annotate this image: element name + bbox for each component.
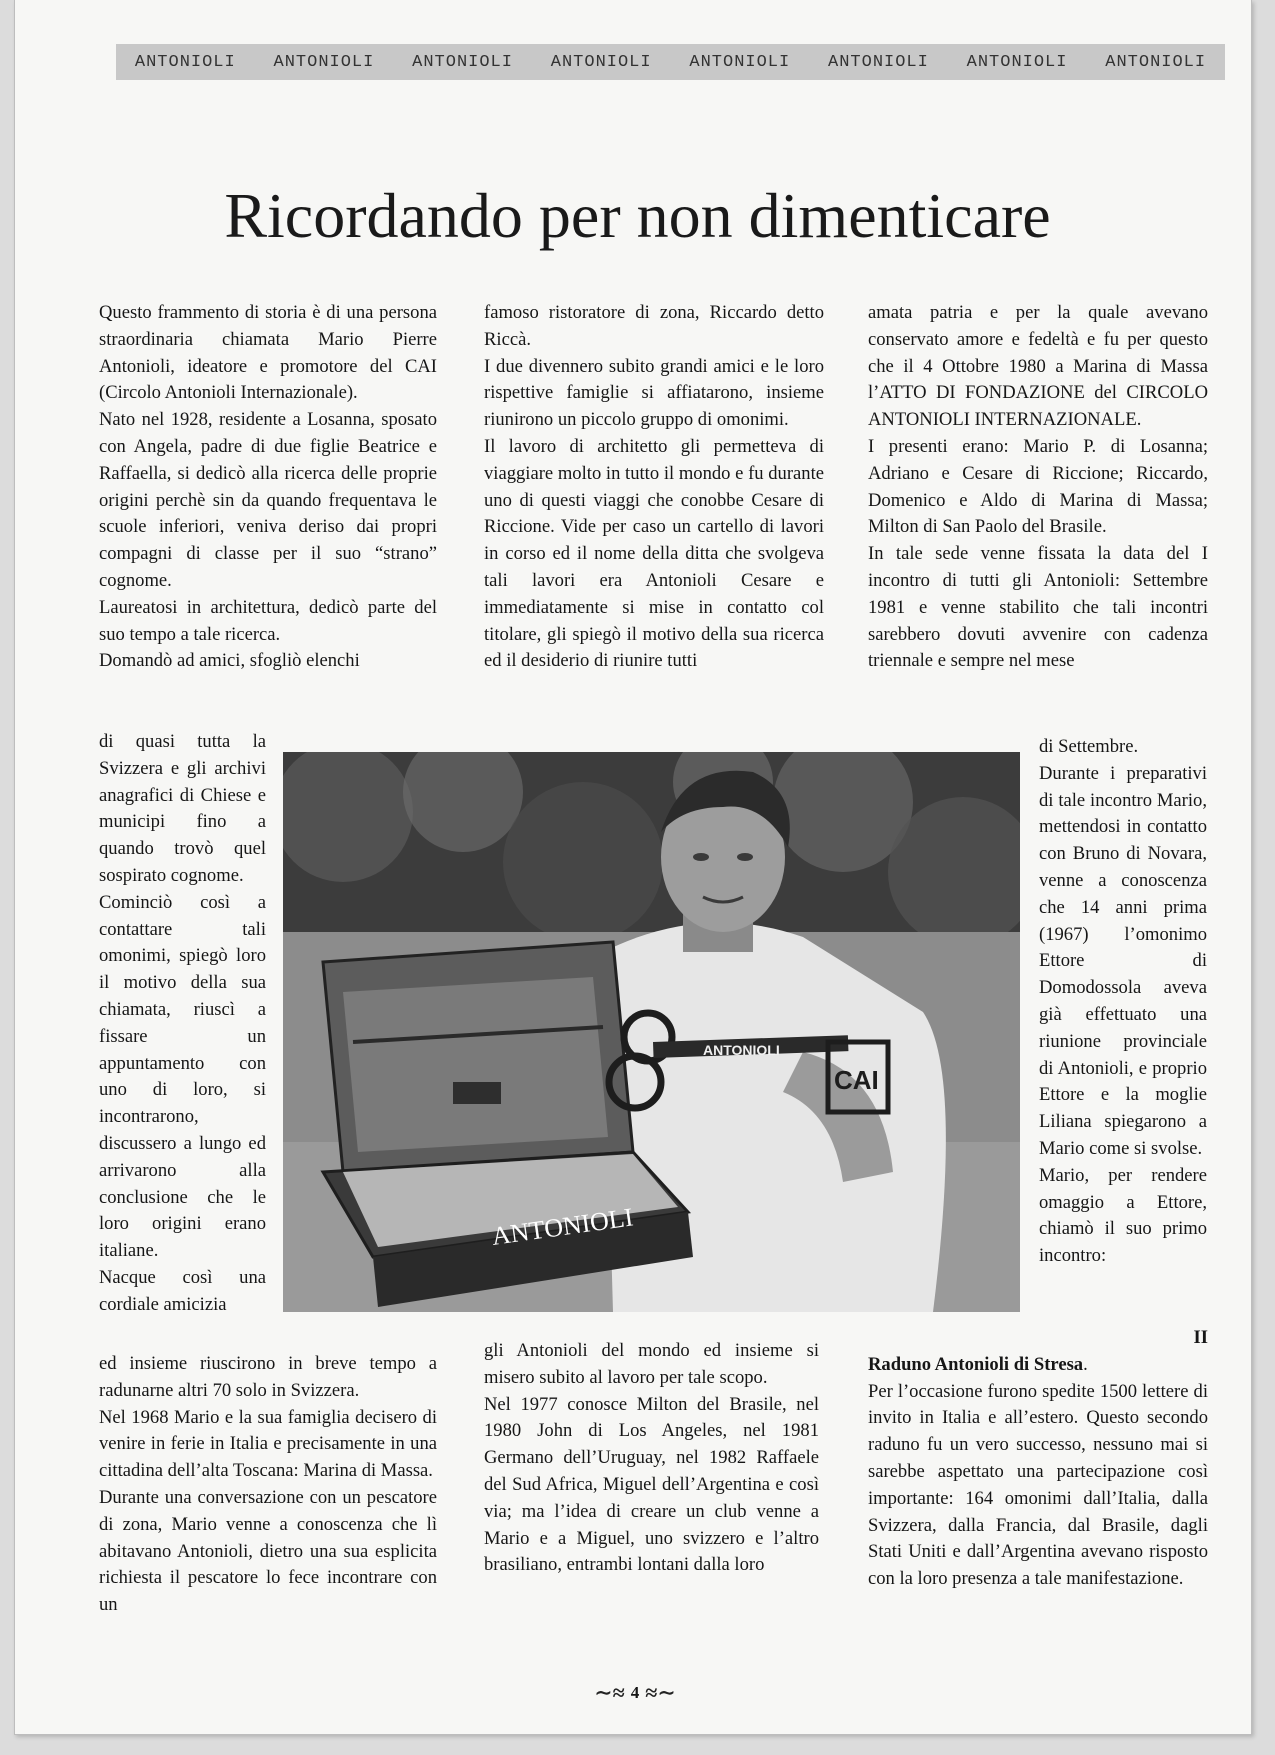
paragraph: I due divennero subito grandi amici e le loro rispettive famiglie si affiatarono, insieme riunirono un piccolo gruppo di omonimi. <box>484 355 824 431</box>
header-banner <box>116 44 1225 80</box>
paragraph: gli Antonioli del mondo ed insieme si misero subito al lavoro per tale scopo. <box>484 1340 819 1388</box>
paragraph: Durante i preparativi di tale incontro Mario, mettendosi in contatto con Bruno di Novara, venne a conoscenza che 14 anni prima (1967) l’omonimo Ettore di Domodossola aveva già effettuato una riunione provinciale di Antonioli, e proprio Ettore e la moglie Liliana spiegarono a Mario come si svolse. <box>1039 762 1207 1159</box>
column-3-narrow <box>1039 734 1207 1270</box>
paragraph: Domandò ad amici, sfogliò elenchi <box>99 650 360 672</box>
paragraph: Durante una conversazione con un pescatore di zona, Mario venne a conoscenza che lì abitavano Antonioli, dietro una sua esplicita richiesta il pescatore lo fece incontrare con un <box>99 1486 437 1616</box>
article-title: Ricordando per non dimenticare <box>224 180 1051 251</box>
punctuation: . <box>1083 1353 1088 1375</box>
bold-run: Raduno Antonioli di Stresa <box>868 1353 1084 1375</box>
banner-word: ANTONIOLI <box>689 52 791 72</box>
photo-illustration <box>283 752 1020 1312</box>
paragraph: Per l’occasione furono spedite 1500 lettere di invito in Italia e all’estero. Questo secondo raduno fu un vero successo, nessuno mai si sarebbe aspettato una partecipazione così importante: 164 omonimi dall’Italia, dalla Svizzera, dalla Francia, dal Brasile, dagli Stati Uniti e dall’Argentina avevano risposto con la loro presenza a tale manifestazione. <box>868 1380 1208 1590</box>
paragraph: di Settembre. <box>1039 736 1139 757</box>
paragraph: Nel 1968 Mario e la sua famiglia decisero di venire in ferie in Italia e precisamente in una cittadina dell’alta Toscana: Marina di Massa. <box>99 1406 437 1482</box>
banner-word: ANTONIOLI <box>966 52 1068 72</box>
swirl-ornament-icon: ∼≈ <box>594 1680 625 1705</box>
paragraph: famoso ristoratore di zona, Riccardo detto Riccà. <box>484 302 824 350</box>
column-1-bottom <box>99 1351 437 1619</box>
column-3-top <box>868 300 1208 675</box>
paragraph: ed insieme riuscirono in breve tempo a radunarne altri 70 solo in Svizzera. <box>99 1353 437 1401</box>
paragraph: Il lavoro di architetto gli permetteva di viaggiare molto in tutto il mondo e fu durante uno di questi viaggi che conobbe Cesare di Riccione. Vide per caso un cartello di lavori in corso ed il nome della ditta che svolgeva tali lavori era Antonioli Cesare e immediatamente si mise in contatto col titolare, gli spiegò il motivo della sua ricerca ed il desiderio di riunire tutti <box>484 435 824 672</box>
paragraph: In tale sede venne fissata la data del I incontro di tutti gli Antonioli: Settembre 1981 e venne stabilito che tali incontri sarebbero dovuti avvenire con cadenza triennale e sempre nel mese <box>868 543 1208 672</box>
paragraph: amata patria e per la quale avevano conservato amore e fedeltà e fu per questo che il 4 Ottobre 1980 a Marina di Massa l’ATTO DI FONDAZIONE del CIRCOLO ANTONIOLI INTERNAZIONALE. <box>868 302 1208 431</box>
banner-word: ANTONIOLI <box>412 52 513 72</box>
column-2-top <box>484 300 824 675</box>
banner-word: ANTONIOLI <box>134 52 236 72</box>
page-number: 4 <box>630 1683 640 1702</box>
bold-run: II <box>1193 1327 1208 1348</box>
banner-word: ANTONIOLI <box>550 52 652 72</box>
paragraph: Nato nel 1928, residente a Losanna, sposato con Angela, padre di due figlie Beatrice e Raffaella, si dedicò alla ricerca delle proprie origini perchè sin da quando frequentava le scuole inferiori, veniva deriso dai propri compagni di classe per il suo “strano” cognome. <box>99 409 437 591</box>
column-2-bottom <box>484 1338 819 1579</box>
paragraph: Cominciò così a contattare tali omonimi, spiegò loro il motivo della sua chiamata, riuscì a fissare un appuntamento con uno di loro, si incontrarono, discussero a lungo ed arrivarono alla conclusione che le loro origini erano italiane. <box>99 891 266 1262</box>
column-1-top <box>99 300 437 675</box>
column-3-bottom <box>868 1325 1208 1593</box>
column-1-narrow <box>99 729 266 1319</box>
paragraph: Mario, per rendere omaggio a Ettore, chiamò il suo primo incontro: <box>1039 1164 1207 1267</box>
article-photo <box>283 752 1020 1312</box>
key-lettering: ANTONIOLI <box>703 1042 780 1058</box>
banner-word: ANTONIOLI <box>828 52 929 72</box>
paragraph: Nacque così una cordiale amicizia <box>99 1266 266 1315</box>
key-monogram: CAI <box>834 1065 879 1095</box>
paragraph: Questo frammento di storia è di una persona straordinaria chiamata Mario Pierre Antonioli, ideatore e promotore del CAI (Circolo Antonioli Internazionale). <box>99 302 437 404</box>
page-footer <box>560 1678 710 1708</box>
paragraph <box>868 1325 1208 1352</box>
paragraph <box>868 1352 1208 1379</box>
paragraph: Nel 1977 conosce Milton del Brasile, nel 1980 John di Los Angeles, nel 1981 Germano dell’Uruguay, nel 1982 Raffaele del Sud Africa, Miguel dell’Argentina e così via; ma l’idea di creare un club venne a Mario e a Miguel, uno svizzero e l’altro brasiliano, entrambi lontani dalla loro <box>484 1393 819 1576</box>
banner-word: ANTONIOLI <box>1105 52 1207 72</box>
paragraph: Laureatosi in architettura, dedicò parte del suo tempo a tale ricerca. <box>99 596 437 645</box>
banner-word: ANTONIOLI <box>273 52 375 72</box>
case-lettering: ANTONIOLI <box>489 1202 635 1251</box>
paragraph: di quasi tutta la Svizzera e gli archivi anagrafici di Chiese e municipi fino a quando trovò quel sospirato cognome. <box>99 731 266 886</box>
paragraph: I presenti erano: Mario P. di Losanna; Adriano e Cesare di Riccione; Riccardo, Domenico e Aldo di Marina di Massa; Milton di San Paolo del Brasile. <box>868 435 1208 538</box>
swirl-ornament-icon: ≈∼ <box>645 1680 676 1705</box>
